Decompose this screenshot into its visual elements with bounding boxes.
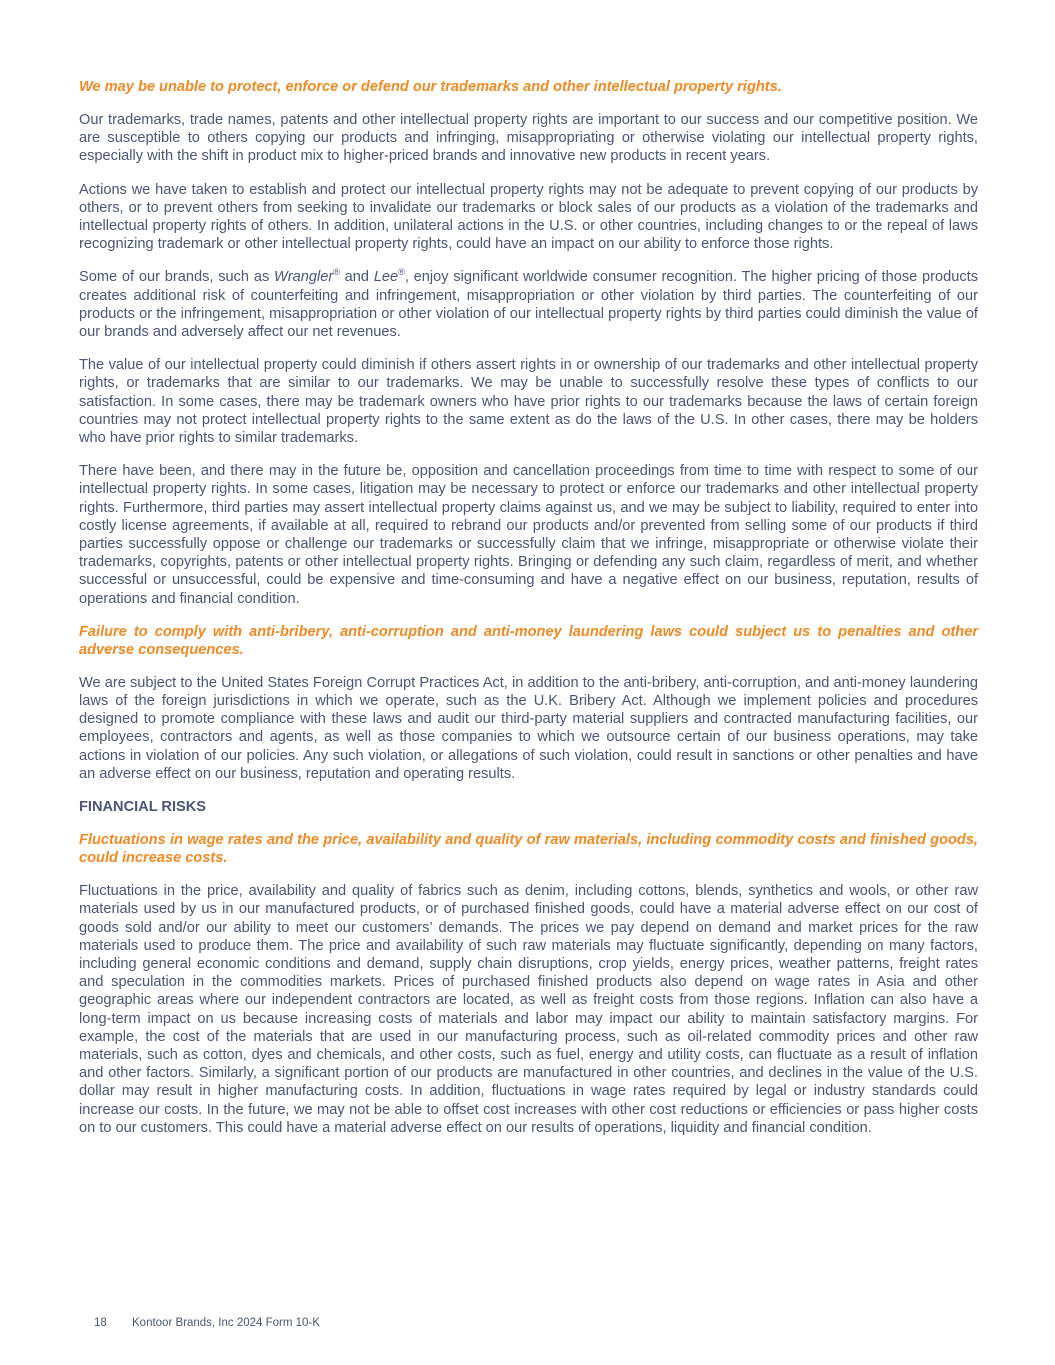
trademarks-paragraph-1: Our trademarks, trade names, patents and other intellectual property rights are important to our success and our competitive position. We are susceptible to others copying our products and infringing, misappropriating or otherwise violating our intellectual property rights, especially with the shift in product mix to higher-priced brands and innovative new products in recent years. xyxy=(79,112,978,165)
brand-lee: Lee xyxy=(373,269,399,286)
trademarks-paragraph-3 xyxy=(79,268,978,341)
anti-bribery-risk-heading: Failure to comply with anti-bribery, anti-corruption and anti-money laundering laws could subject us to penalties and other adverse consequences. xyxy=(79,623,978,658)
trademarks-paragraph-2: Actions we have taken to establish and protect our intellectual property rights may not be adequate to prevent copying of our products by others, or to prevent others from seeking to invalidate our trademarks or block sales of our products as a violation of the trademarks and intellectual property rights of others. In addition, unilateral actions in the U.S. or other countries, including changes to or the repeal of laws recognizing trademark or other intellectual property rights, could have an impact on our ability to enforce those rights. xyxy=(79,181,978,253)
financial-risks-section-title: FINANCIAL RISKS xyxy=(79,799,207,816)
raw-materials-risk-heading: Fluctuations in wage rates and the price, availability and quality of raw materials, including commodity costs and finished goods, could increase costs. xyxy=(79,832,978,867)
registered-mark-2: ® xyxy=(398,267,405,278)
p3-text-a: Some of our brands, such as xyxy=(79,269,275,286)
page-footer xyxy=(94,1317,320,1329)
raw-materials-paragraph-1: Fluctuations in the price, availability and quality of fabrics such as denim, including cottons, blends, synthetics and wools, or other raw materials used by us in our manufactured products, or of purchased finished goods, could have a material adverse effect on our cost of goods sold and/or our ability to meet our customers’ demands. The prices we pay depend on demand and market prices for the raw materials used to produce them. The price and availability of such raw materials may fluctuate significantly, depending on many factors, including general economic conditions and demand, supply chain disruptions, crop yields, energy prices, weather patterns, freight rates and speculation in the commodities markets. Prices of purchased finished products also depend on wage rates in Asia and other geographic areas where our independent contractors are located, as well as freight costs from those regions. Inflation can also have a long-term impact on us because increasing costs of materials and labor may impact our ability to maintain satisfactory margins. For example, the cost of the materials that are used in our manufacturing process, such as oil-related commodity prices and other raw materials, such as cotton, dyes and chemicals, and other costs, such as fuel, energy and utility costs, can fluctuate as a result of inflation and other factors. Similarly, a significant portion of our products are manufactured in other countries, and declines in the value of the U.S. dollar may result in higher manufacturing costs. In addition, fluctuations in wage rates required by legal or industry standards could increase our costs. In the future, we may not be able to offset cost increases with other cost reductions or efficiencies or pass higher costs on to our customers. This could have a material adverse effect on our results of operations, liquidity and financial condition. xyxy=(79,883,978,1136)
document-title: Kontoor Brands, Inc 2024 Form 10-K xyxy=(132,1317,320,1329)
brand-wrangler: Wrangler xyxy=(274,269,334,286)
registered-mark-1: ® xyxy=(333,267,340,278)
trademarks-paragraph-5: There have been, and there may in the future be, opposition and cancellation proceedings from time to time with respect to some of our intellectual property rights. In some cases, litigation may be necessary to protect or enforce our trademarks and other intellectual property rights. Furthermore, third parties may assert intellectual property claims against us, and we may be subject to liability, required to enter into costly license agreements, if available at all, required to rebrand our products and/or prevented from selling some of our products if third parties successfully oppose or challenge our trademarks or successfully claim that we infringe, misappropriate or otherwise violate their trademarks, copyrights, patents or other intellectual property rights. Bringing or defending any such claim, regardless of merit, and whether successful or unsuccessful, could be expensive and time-consuming and have a negative effect on our business, reputation, results of operations and financial condition. xyxy=(79,463,978,607)
trademarks-risk-heading: We may be unable to protect, enforce or defend our trademarks and other intellectual property rights. xyxy=(79,79,782,95)
anti-bribery-paragraph-1: We are subject to the United States Foreign Corrupt Practices Act, in addition to the anti-bribery, anti-corruption, and anti-money laundering laws of the foreign jurisdictions in which we operate, such as the U.K. Bribery Act. Although we implement policies and procedures designed to promote compliance with these laws and audit our third-party material suppliers and contracted manufacturing facilities, our employees, contractors and agents, as well as those companies to which we outsource certain of our business operations, may take actions in violation of our policies. Any such violation, or allegations of such violation, could result in sanctions or other penalties and have an adverse effect on our business, reputation and operating results. xyxy=(79,674,978,782)
trademarks-paragraph-4: The value of our intellectual property could diminish if others assert rights in or ownership of our trademarks and other intellectual property rights, or trademarks that are similar to our trademarks. We may be unable to successfully resolve these types of conflicts to our satisfaction. In some cases, there may be trademark owners who have prior rights to our trademarks because the laws of certain foreign countries may not protect intellectual property rights to the same extent as do the laws of the U.S. In other cases, there may be holders who have prior rights to similar trademarks. xyxy=(79,357,978,447)
page-number: 18 xyxy=(94,1317,107,1329)
page-content xyxy=(79,78,978,1152)
p3-text-c: , enjoy significant worldwide consumer recognition. The higher pricing of those products creates additional risk of counterfeiting and infringement, misappropriation or other violation by third parties. The counterfeiting of our products or the infringement, misappropriation or other violation of our intellectual property rights by third parties could diminish the value of our brands and adversely affect our net revenues. xyxy=(79,269,979,341)
p3-text-b: and xyxy=(339,269,374,286)
